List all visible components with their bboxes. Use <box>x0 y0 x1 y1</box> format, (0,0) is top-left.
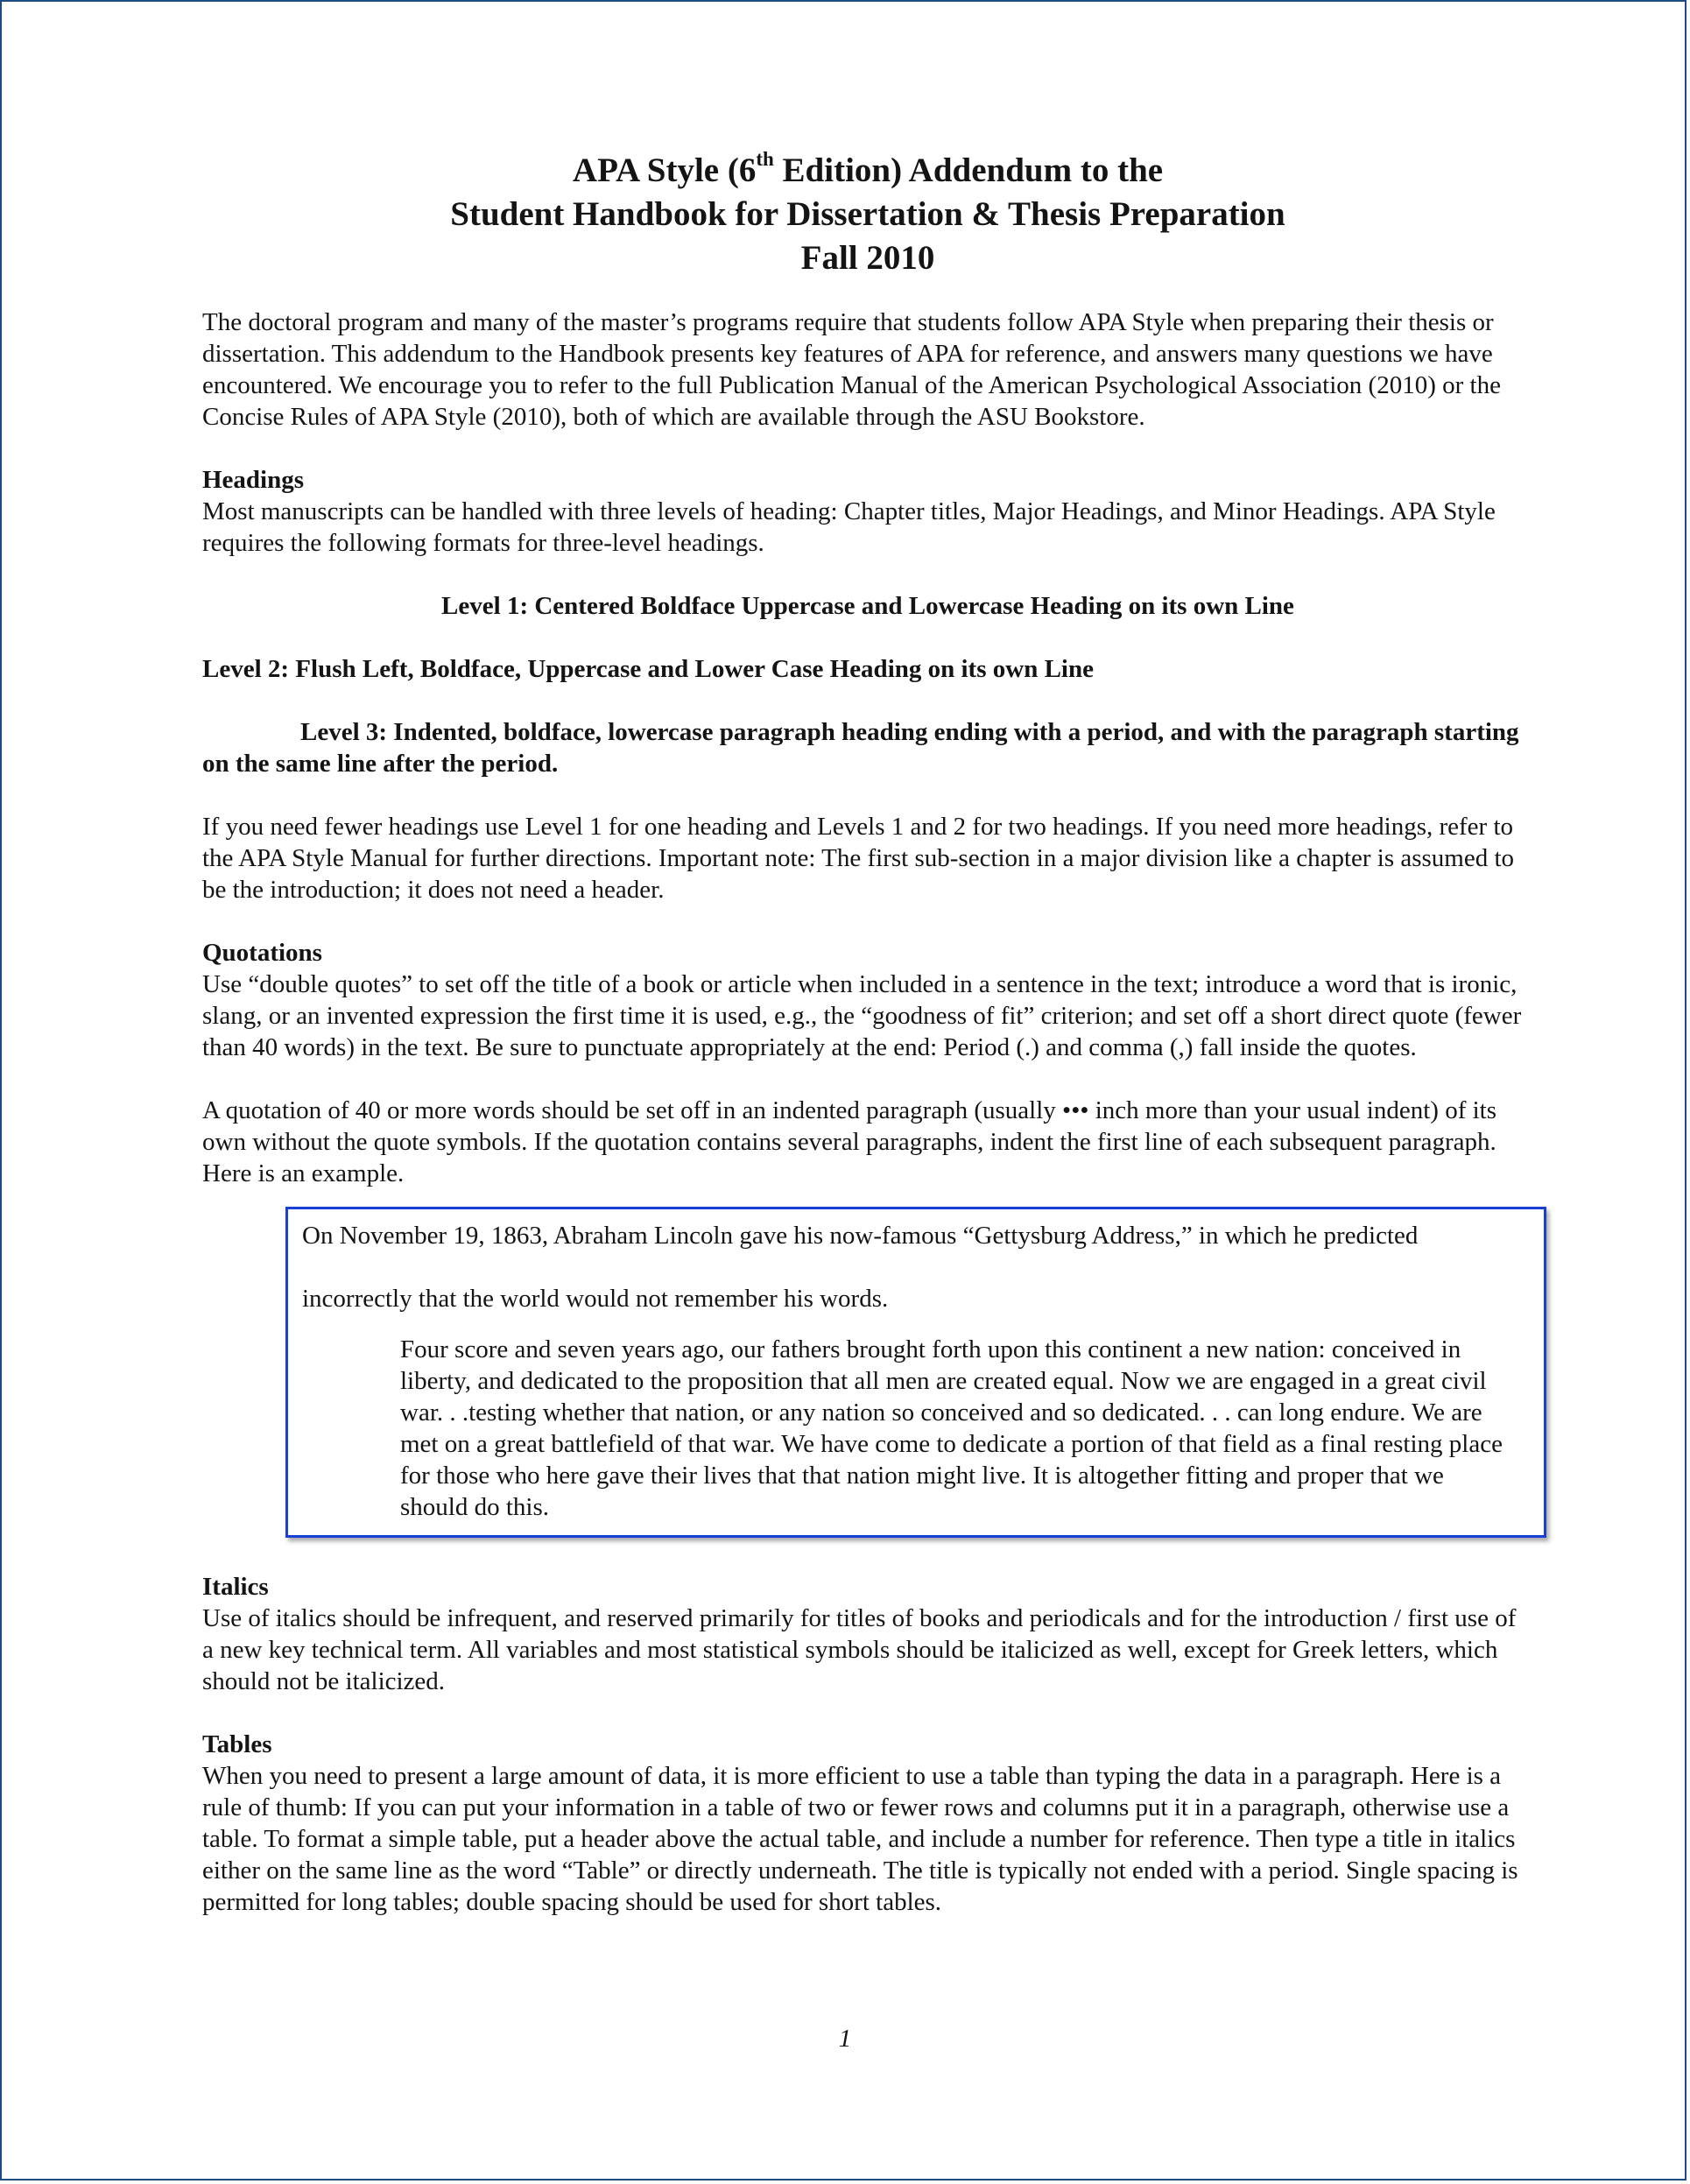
level-1-example: Level 1: Centered Boldface Uppercase and Lowercase Heading on its own Line <box>441 592 1294 620</box>
italics-heading: Italics <box>202 1573 269 1601</box>
quotations-body: Use “double quotes” to set off the title of a book or article when included in a sentence in the text; introduce a word that is ironic, slang, or an invented expression the first time it is used, e.g., the “goodness of fit” criterion; and set off a short direct quote (fewer than 40 words) in the text. Be sure to punctuate appropriately at the end: Period (.) and comma (,) fall inside the quotes. <box>202 970 1522 1061</box>
title-line-2: Student Handbook for Dissertation & Thesis Preparation <box>450 195 1285 233</box>
headings-section <box>202 464 1533 559</box>
quotation-example-box <box>285 1207 1546 1538</box>
quotations-heading: Quotations <box>202 939 322 967</box>
title-line-1-end: Edition) Addendum to the <box>773 151 1164 189</box>
title-line-3: Fall 2010 <box>800 239 935 277</box>
headings-body: Most manuscripts can be handled with three levels of heading: Chapter titles, Major Headings, and Minor Headings. APA Style requires the following formats for three-level headings. <box>202 497 1496 557</box>
long-quote-rule: A quotation of 40 or more words should be set off in an indented paragraph (usually ••• inch more than your usual indent) of its own without the quote symbols. If the quotation contains several paragraphs, indent the first line of each subsequent paragraph. Here is an example. <box>202 1096 1497 1187</box>
title-line-1 <box>202 149 1533 193</box>
italics-section <box>202 1571 1533 1697</box>
headings-heading: Headings <box>202 466 305 494</box>
level-2-example: Level 2: Flush Left, Boldface, Uppercase and Lower Case Heading on its own Line <box>202 655 1094 683</box>
headings-note: If you need fewer headings use Level 1 for one heading and Levels 1 and 2 for two headings. If you need more headings, refer to the APA Style Manual for further directions. Important note: The first sub-section in a major division like a chapter is assumed to be the introduction; it does not need a header. <box>202 813 1515 904</box>
level-3-example: Level 3: Indented, boldface, lowercase paragraph heading ending with a period, and with the paragraph starting on the same line after the period. <box>202 718 1519 778</box>
document-body <box>202 149 1533 1918</box>
quotations-section <box>202 937 1533 1063</box>
tables-section <box>202 1729 1533 1918</box>
intro-paragraph: The doctoral program and many of the master’s programs require that students follow APA Style when preparing their thesis or dissertation. This addendum to the Handbook presents key features of APA for reference, and answers many questions we have encountered. We encourage you to refer to the full Publication Manual of the American Psychological Association (2010) or the Concise Rules of APA Style (2010), both of which are available through the ASU Bookstore. <box>202 308 1501 431</box>
quotation-example-intro: On November 19, 1863, Abraham Lincoln gave his now-famous “Gettysburg Address,” in which he predicted incorrectly that the world would not remember his words. <box>302 1222 1419 1313</box>
page-number: 1 <box>838 2025 852 2053</box>
tables-body: When you need to present a large amount of data, it is more efficient to use a table than typing the data in a paragraph. Here is a rule of thumb: If you can put your information in a table of two or fewer rows and columns put it in a paragraph, otherwise use a table. To format a simple table, put a header above the actual table, and include a number for reference. Then type a title in italics either on the same line as the word “Table” or directly underneath. The title is typically not ended with a period. Single spacing is permitted for long tables; double spacing should be used for short tables. <box>202 1762 1518 1916</box>
tables-heading: Tables <box>202 1730 272 1758</box>
title-line-1-start: APA Style (6 <box>572 151 757 189</box>
title-superscript: th <box>756 148 774 170</box>
italics-body: Use of italics should be infrequent, and reserved primarily for titles of books and periodicals and for the introduction / first use of a new key technical term. All variables and most statistical symbols should be italicized as well, except for Greek letters, which should not be italicized. <box>202 1604 1517 1695</box>
block-quotation: Four score and seven years ago, our fathers brought forth upon this continent a new nation: conceived in liberty, and dedicated to the proposition that all men are created equal. Now we are engaged in a great civil war. . .testing whether that nation, or any nation so conceived and so dedicated. . . can long endure. We are met on a great battlefield of that war. We have come to dedicate a portion of that field as a final resting place for those who here gave their lives that that nation might live. It is altogether fitting and proper that we should do this. <box>400 1335 1503 1521</box>
document-title <box>202 149 1533 280</box>
